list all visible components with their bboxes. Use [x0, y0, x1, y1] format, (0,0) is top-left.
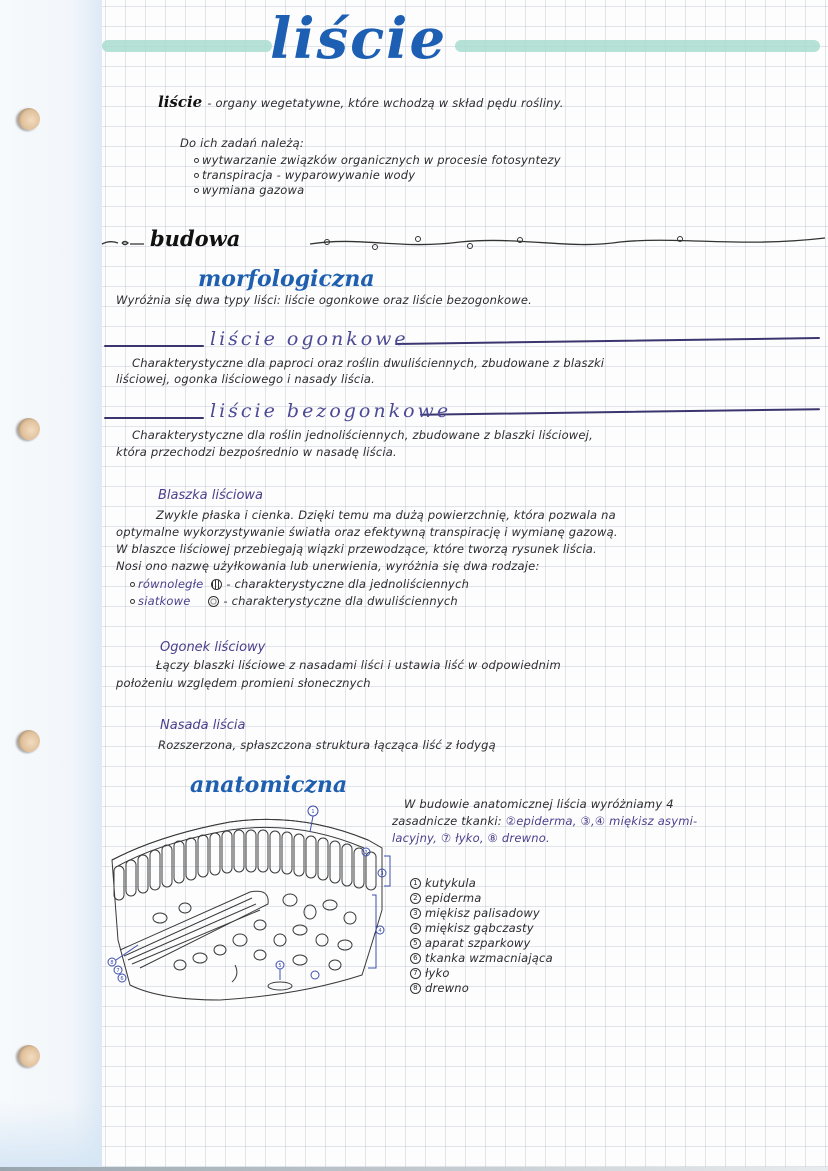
number-badge: 7 — [410, 968, 421, 979]
legend-item: 4 miękisz gąbczasty — [410, 921, 553, 936]
blaszka-line: Zwykle płaska i cienka. Dzięki temu ma dużą powierzchnię, która pozwala na — [156, 508, 616, 522]
heading-liscie-bezogonkowe: liście bezogonkowe — [210, 400, 452, 422]
bullet-icon — [130, 582, 135, 587]
svg-text:2: 2 — [364, 850, 368, 856]
binder-hole — [18, 1045, 40, 1067]
title-highlight-left — [102, 40, 272, 52]
heading-rule — [104, 417, 204, 419]
legend-item: 8 drewno — [410, 981, 553, 996]
binder-hole — [18, 730, 40, 752]
heading-blaszka-lisciowa: Blaszka liściowa — [158, 488, 264, 503]
legend-item: 3 miękisz palisadowy — [410, 906, 553, 921]
blaszka-line: optymalne wykorzystywanie światła oraz efektywną transpirację i wymianę gazową. — [116, 525, 618, 539]
bullet-icon — [194, 158, 199, 163]
legend-item: 6 tkanka wzmacniająca — [410, 951, 553, 966]
tissue-legend — [410, 876, 553, 996]
definition-text: - organy wegetatywne, które wchodzą w skład pędu rośliny. — [207, 96, 564, 110]
blaszka-line: Nosi ono nazwę użyłkowania lub unerwienia, wyróżnia się dwa rodzaje: — [116, 559, 540, 573]
bezogonkowe-text-line1: Charakterystyczne dla roślin jednoliściennych, zbudowane z blaszki liściowej, — [132, 428, 593, 442]
subsection-heading-morfologiczna: morfologiczna — [198, 266, 375, 292]
venation-list — [130, 577, 469, 609]
legend-item: 5 aparat szparkowy — [410, 936, 553, 951]
subsection-heading-anatomiczna: anatomiczna — [190, 772, 348, 798]
task-item: wymiana gazowa — [194, 183, 561, 198]
anatomy-intro-line3: lacyjny, ⑦ łyko, ⑧ drewno. — [392, 831, 550, 845]
task-item: transpiracja - wyparowywanie wody — [194, 168, 561, 183]
svg-text:4: 4 — [378, 928, 382, 934]
number-badge: 6 — [410, 953, 421, 964]
binder-hole — [18, 418, 40, 440]
tasks-list — [194, 153, 561, 198]
ogonek-text-line1: Łączy blaszki liściowe z nasadami liści i ustawia liść w odpowiednim — [156, 658, 561, 672]
legend-item: 7 łyko — [410, 966, 553, 981]
svg-text:7: 7 — [116, 968, 120, 974]
svg-text:1: 1 — [311, 809, 315, 815]
morphology-text: Wyróżnia się dwa typy liści: liście ogonkowe oraz liście bezogonkowe. — [116, 293, 532, 307]
svg-text:5: 5 — [278, 963, 282, 969]
definition-term: liście — [158, 93, 203, 111]
venation-item: równoległe - charakterystyczne dla jednoliściennych — [130, 577, 469, 592]
definition — [158, 92, 564, 111]
task-item: wytwarzanie związków organicznych w procesie fotosyntezy — [194, 153, 561, 168]
number-badge: 2 — [410, 893, 421, 904]
ogonkowe-text-line2: liściowej, ogonka liściowego i nasady liścia. — [116, 372, 375, 386]
page-bottom-edge — [0, 1167, 828, 1171]
parallel-venation-icon — [211, 579, 222, 590]
bullet-icon — [130, 599, 135, 604]
svg-text:3: 3 — [380, 871, 384, 877]
ogonek-text-line2: położeniu względem promieni słonecznych — [116, 676, 371, 690]
venation-item: siatkowe - charakterystyczne dla dwuliściennych — [130, 594, 469, 609]
page-title: liście — [270, 6, 448, 72]
ogonkowe-text-line1: Charakterystyczne dla paproci oraz roślin dwuliściennych, zbudowane z blaszki — [132, 356, 605, 370]
heading-nasada-liscia: Nasada liścia — [160, 718, 246, 733]
blaszka-line: W blaszce liściowej przebiegają wiązki przewodzące, które tworzą rysunek liścia. — [116, 542, 597, 556]
svg-text:6: 6 — [120, 976, 124, 982]
number-badge: 1 — [410, 878, 421, 889]
title-highlight-right — [455, 40, 820, 52]
legend-item: 2 epiderma — [410, 891, 553, 906]
heading-ogonek-lisciowy: Ogonek liściowy — [160, 640, 266, 655]
number-badge: 5 — [410, 938, 421, 949]
anatomy-intro-line2: zasadnicze tkanki: ②epiderma, ③,④ miękisz asymi- — [392, 814, 698, 828]
bullet-icon — [194, 173, 199, 178]
bullet-icon — [194, 188, 199, 193]
heading-rule — [104, 345, 204, 347]
binder-hole — [18, 108, 40, 130]
bezogonkowe-text-line2: która przechodzi bezpośrednio w nasadę liścia. — [116, 445, 397, 459]
net-venation-icon — [208, 596, 219, 607]
tasks-intro: Do ich zadań należą: — [180, 136, 304, 150]
number-badge: 8 — [410, 983, 421, 994]
leaf-cross-section-diagram — [100, 800, 400, 1010]
number-badge: 3 — [410, 908, 421, 919]
section-heading-budowa: budowa — [150, 226, 241, 251]
heading-liscie-ogonkowe: liście ogonkowe — [210, 328, 409, 350]
number-badge: 4 — [410, 923, 421, 934]
nasada-text: Rozszerzona, spłaszczona struktura łącząca liść z łodygą — [158, 738, 496, 752]
svg-text:8: 8 — [110, 960, 114, 966]
page-margin — [0, 0, 102, 1171]
anatomy-intro-line1: W budowie anatomicznej liścia wyróżniamy 4 — [404, 797, 674, 811]
legend-item: 1 kutykula — [410, 876, 553, 891]
